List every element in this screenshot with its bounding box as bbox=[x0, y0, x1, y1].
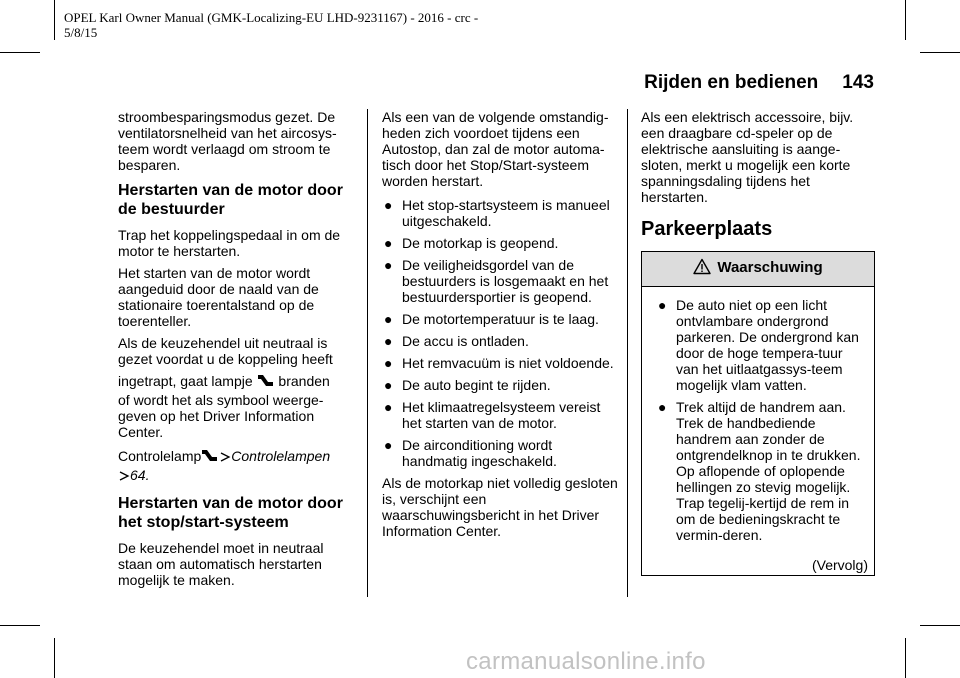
paragraph: De keuzehendel moet in neutraal staan om automatisch herstarten mogelijk te maken. bbox=[118, 540, 324, 588]
bullet-marker: ● bbox=[384, 377, 393, 393]
paragraph-text: Als de keuzehendel uit neutraal is gezet voordat u de koppeling heeft bbox=[118, 335, 333, 367]
continued-label: (Vervolg) bbox=[811, 557, 868, 573]
crop-mark bbox=[920, 52, 960, 53]
bullet-marker: ● bbox=[658, 297, 667, 313]
section-title: Rijden en bedienen bbox=[644, 72, 819, 93]
bullet-list-text: De airconditioning wordt handmatig ingeschakeld. bbox=[402, 437, 557, 469]
paragraph-text: Controlelamp bbox=[118, 448, 202, 464]
paragraph-text: branden bbox=[278, 373, 330, 389]
crop-mark bbox=[54, 638, 55, 678]
warning-bullet-item bbox=[656, 297, 866, 393]
bullet-list-text: Het remvacuüm is niet voldoende. bbox=[402, 355, 614, 371]
bullet-list-item bbox=[382, 311, 618, 327]
bullet-marker: ● bbox=[384, 333, 393, 349]
crop-mark bbox=[920, 625, 960, 626]
bullet-list-text: Het klimaatregelsysteem vereist het starten van de motor. bbox=[402, 399, 601, 431]
paragraph: Het starten van de motor wordt aangeduid door de naald van de stationaire toerentalstand op de toerenteller. bbox=[118, 265, 319, 329]
crop-mark bbox=[905, 0, 906, 40]
bullet-list-text: De motorkap is geopend. bbox=[402, 235, 559, 251]
warning-bullet-text: De auto niet op een licht ontvlambare ondergrond parkeren. De ondergrond kan door de hoge tempera-tuur van het uitlaatgassys-teem mogelijk vlam vatten. bbox=[676, 297, 859, 393]
bullet-list-text: De motortemperatuur is te laag. bbox=[402, 311, 599, 327]
bullet-list-text: De accu is ontladen. bbox=[402, 333, 529, 349]
bullet-list-item bbox=[382, 355, 618, 371]
bullet-marker: ● bbox=[384, 235, 393, 251]
bullet-list-text: De veiligheidsgordel van de bestuurders is losgemaakt en het bestuurdersportier is geopend. bbox=[402, 257, 609, 305]
bullet-list-item bbox=[382, 437, 618, 469]
warning-bullet-list bbox=[642, 287, 874, 553]
bullet-list bbox=[382, 197, 618, 469]
paragraph: Als een van de volgende omstandig-heden zich voordoet tijdens een Autostop, dan zal de motor automa-tisch door het Stop/Start-systeem worden herstart. bbox=[382, 109, 609, 189]
column-1 bbox=[118, 109, 358, 594]
warning-bullet-text: Trek altijd de handrem aan. Trek de handbediende handrem aan zonder de ontgrendelknop in te drukken. Op aflopende of oplopende hellingen zo stevig mogelijk. Trap tegelij-kertijd de rem in om de bedieningskracht te vermin-deren. bbox=[676, 399, 861, 543]
crop-mark bbox=[0, 52, 40, 53]
stop-start-lamp-icon bbox=[257, 373, 275, 392]
paragraph bbox=[118, 335, 358, 367]
bullet-list-item bbox=[382, 197, 618, 229]
cross-reference-link[interactable]: Controlelampen bbox=[231, 448, 331, 464]
paragraph: Als een elektrisch accessoire, bijv. een draagbare cd-speler op de elektrische aansluiting is aange-sloten, merkt u mogelijk een korte spanningsdaling tijdens het herstarten. bbox=[641, 109, 854, 205]
paragraph: stroombesparingsmodus gezet. De ventilatorsnelheid van het aircosys-teem wordt verlaagd om stroom te besparen. bbox=[118, 109, 337, 173]
bullet-marker: ● bbox=[384, 399, 393, 415]
warning-box bbox=[641, 251, 875, 576]
crop-mark bbox=[54, 0, 55, 40]
meta-line: OPEL Karl Owner Manual (GMK-Localizing-EU LHD-9231167) - 2016 - crc - bbox=[64, 10, 479, 25]
section-heading: Herstarten van de motor door het stop/start-systeem bbox=[118, 495, 343, 531]
paragraph-text: ingetrapt, gaat lampje bbox=[118, 373, 253, 389]
bullet-list-item bbox=[382, 333, 618, 349]
bullet-marker: ● bbox=[384, 437, 393, 453]
warning-bullet-item bbox=[656, 399, 866, 543]
paragraph: Controlelamp Controlelampen 64. bbox=[118, 448, 358, 486]
column-divider bbox=[367, 109, 368, 597]
bullet-marker: ● bbox=[384, 257, 393, 273]
warning-title: Waarschuwing bbox=[717, 259, 823, 276]
section-heading: Parkeerplaats bbox=[641, 218, 773, 240]
section-heading: Herstarten van de motor door de bestuurder bbox=[118, 182, 343, 218]
bullet-list-item bbox=[382, 377, 618, 393]
bullet-marker: ● bbox=[384, 197, 393, 213]
column-2 bbox=[382, 109, 618, 545]
bullet-marker: ● bbox=[658, 399, 667, 415]
bullet-marker: ● bbox=[384, 311, 393, 327]
reference-arrow-icon bbox=[219, 450, 231, 467]
watermark-text: carmanualsonline.info bbox=[466, 648, 706, 675]
warning-header bbox=[642, 252, 874, 287]
stop-start-lamp-icon bbox=[201, 448, 219, 467]
bullet-list-text: Het stop-startsysteem is manueel uitgeschakeld. bbox=[402, 197, 610, 229]
crop-mark bbox=[905, 638, 906, 678]
bullet-marker: ● bbox=[384, 355, 393, 371]
page-number: 143 bbox=[842, 72, 874, 93]
bullet-list-item bbox=[382, 399, 618, 431]
warning-triangle-icon bbox=[693, 258, 711, 280]
bullet-list-text: De auto begint te rijden. bbox=[402, 377, 551, 393]
bullet-list-item bbox=[382, 235, 618, 251]
reference-arrow-icon bbox=[118, 469, 130, 486]
bullet-list-item bbox=[382, 257, 618, 305]
paragraph: Trap het koppelingspedaal in om de motor te herstarten. bbox=[118, 227, 341, 259]
column-3 bbox=[641, 109, 875, 576]
column-divider bbox=[627, 109, 628, 597]
paragraph bbox=[118, 373, 358, 440]
paragraph: Als de motorkap niet volledig gesloten is, verschijnt een waarschuwingsbericht in het Driver Information Center. bbox=[382, 475, 618, 539]
meta-line: 5/8/15 bbox=[64, 25, 98, 40]
cross-reference-page[interactable]: 64 bbox=[130, 467, 146, 483]
paragraph-text: of wordt het als symbool weerge-geven op het Driver Information Center. bbox=[118, 392, 324, 440]
crop-mark bbox=[0, 625, 40, 626]
running-header bbox=[632, 72, 874, 94]
document-meta bbox=[64, 10, 478, 40]
